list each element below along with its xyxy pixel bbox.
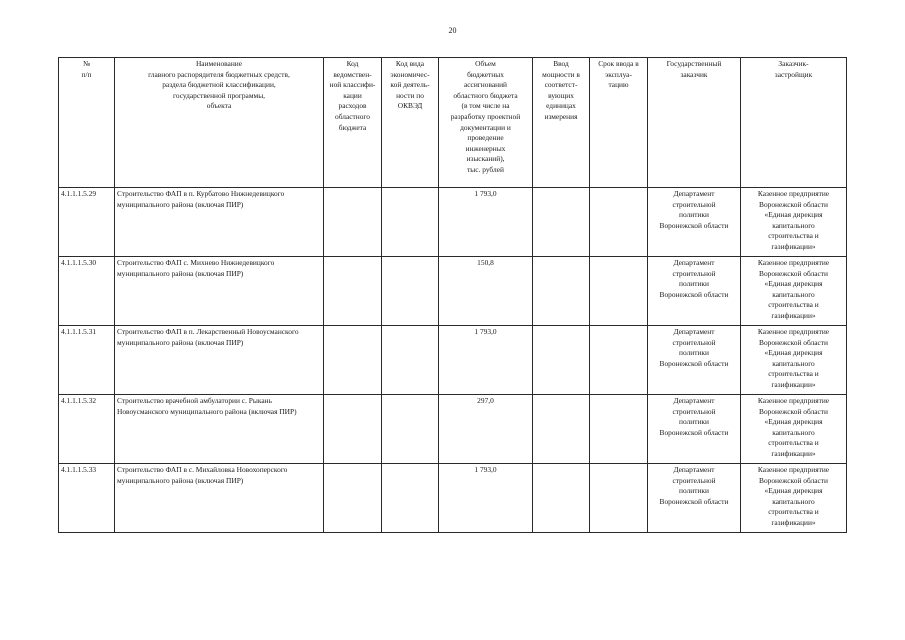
row-capacity xyxy=(533,257,590,326)
row-term xyxy=(590,395,648,464)
header-builder: Заказчик- застройщик xyxy=(741,58,847,188)
row-builder: Казенное предприятие Воронежской области «Единая дирекция капитального строительства и газификации» xyxy=(741,395,847,464)
row-volume: 1 793,0 xyxy=(439,188,533,257)
row-number: 4.1.1.1.5.29 xyxy=(59,188,115,257)
row-number: 4.1.1.1.5.32 xyxy=(59,395,115,464)
header-number: № п/п xyxy=(59,58,115,188)
row-dept-code xyxy=(324,464,382,533)
row-volume: 297,0 xyxy=(439,395,533,464)
row-number: 4.1.1.1.5.33 xyxy=(59,464,115,533)
header-okved: Код вида экономичес- кой деятель- ности по ОКВЭД xyxy=(382,58,439,188)
row-capacity xyxy=(533,395,590,464)
row-volume: 1 793,0 xyxy=(439,464,533,533)
row-okved xyxy=(382,464,439,533)
row-builder: Казенное предприятие Воронежской области «Единая дирекция капитального строительства и газификации» xyxy=(741,464,847,533)
row-customer: Департамент строительной политики Воронежской области xyxy=(648,464,741,533)
row-number: 4.1.1.1.5.30 xyxy=(59,257,115,326)
table-row xyxy=(59,257,847,326)
row-name: Строительство ФАП с. Михнево Нижнедевицкого муниципального района (включая ПИР) xyxy=(115,257,324,326)
row-name: Строительство врачебной амбулатории с. Рыкань Новоусманского муниципального района (включая ПИР) xyxy=(115,395,324,464)
table-row xyxy=(59,326,847,395)
header-dept-code: Код ведомствен- ной классифи- кации расходов областного бюджета xyxy=(324,58,382,188)
row-volume: 1 793,0 xyxy=(439,326,533,395)
row-customer: Департамент строительной политики Воронежской области xyxy=(648,395,741,464)
table-row xyxy=(59,464,847,533)
row-capacity xyxy=(533,464,590,533)
row-volume: 150,8 xyxy=(439,257,533,326)
row-dept-code xyxy=(324,326,382,395)
row-term xyxy=(590,188,648,257)
row-builder: Казенное предприятие Воронежской области «Единая дирекция капитального строительства и газификации» xyxy=(741,257,847,326)
budget-table xyxy=(58,57,847,533)
row-term xyxy=(590,257,648,326)
header-volume: Объем бюджетных ассигнований областного бюджета (в том числе на разработку проектной документации и проведение инженерных изысканий), тыс. рублей xyxy=(439,58,533,188)
header-capacity: Ввод мощности в соответст- вующих единицах измерения xyxy=(533,58,590,188)
row-dept-code xyxy=(324,257,382,326)
row-name: Строительство ФАП в п. Курбатово Нижнедевицкого муниципального района (включая ПИР) xyxy=(115,188,324,257)
row-capacity xyxy=(533,188,590,257)
table-header-row xyxy=(59,58,847,188)
row-term xyxy=(590,464,648,533)
row-builder: Казенное предприятие Воронежской области «Единая дирекция капитального строительства и газификации» xyxy=(741,188,847,257)
table-row xyxy=(59,188,847,257)
header-term: Срок ввода в эксплуа- тацию xyxy=(590,58,648,188)
header-name: Наименование главного распорядителя бюджетных средств, раздела бюджетной классификации, государственной программы, объекта xyxy=(115,58,324,188)
row-name: Строительство ФАП в с. Михайловка Новохоперского муниципального района (включая ПИР) xyxy=(115,464,324,533)
row-okved xyxy=(382,395,439,464)
row-name: Строительство ФАП в п. Лекарственный Новоусманского муниципального района (включая ПИР) xyxy=(115,326,324,395)
row-okved xyxy=(382,257,439,326)
row-okved xyxy=(382,326,439,395)
row-dept-code xyxy=(324,395,382,464)
row-customer: Департамент строительной политики Воронежской области xyxy=(648,257,741,326)
row-customer: Департамент строительной политики Воронежской области xyxy=(648,188,741,257)
row-number: 4.1.1.1.5.31 xyxy=(59,326,115,395)
row-builder: Казенное предприятие Воронежской области «Единая дирекция капитального строительства и газификации» xyxy=(741,326,847,395)
table-row xyxy=(59,395,847,464)
row-customer: Департамент строительной политики Воронежской области xyxy=(648,326,741,395)
header-customer: Государственный заказчик xyxy=(648,58,741,188)
row-term xyxy=(590,326,648,395)
row-capacity xyxy=(533,326,590,395)
row-dept-code xyxy=(324,188,382,257)
row-okved xyxy=(382,188,439,257)
page-number: 20 xyxy=(448,26,457,35)
